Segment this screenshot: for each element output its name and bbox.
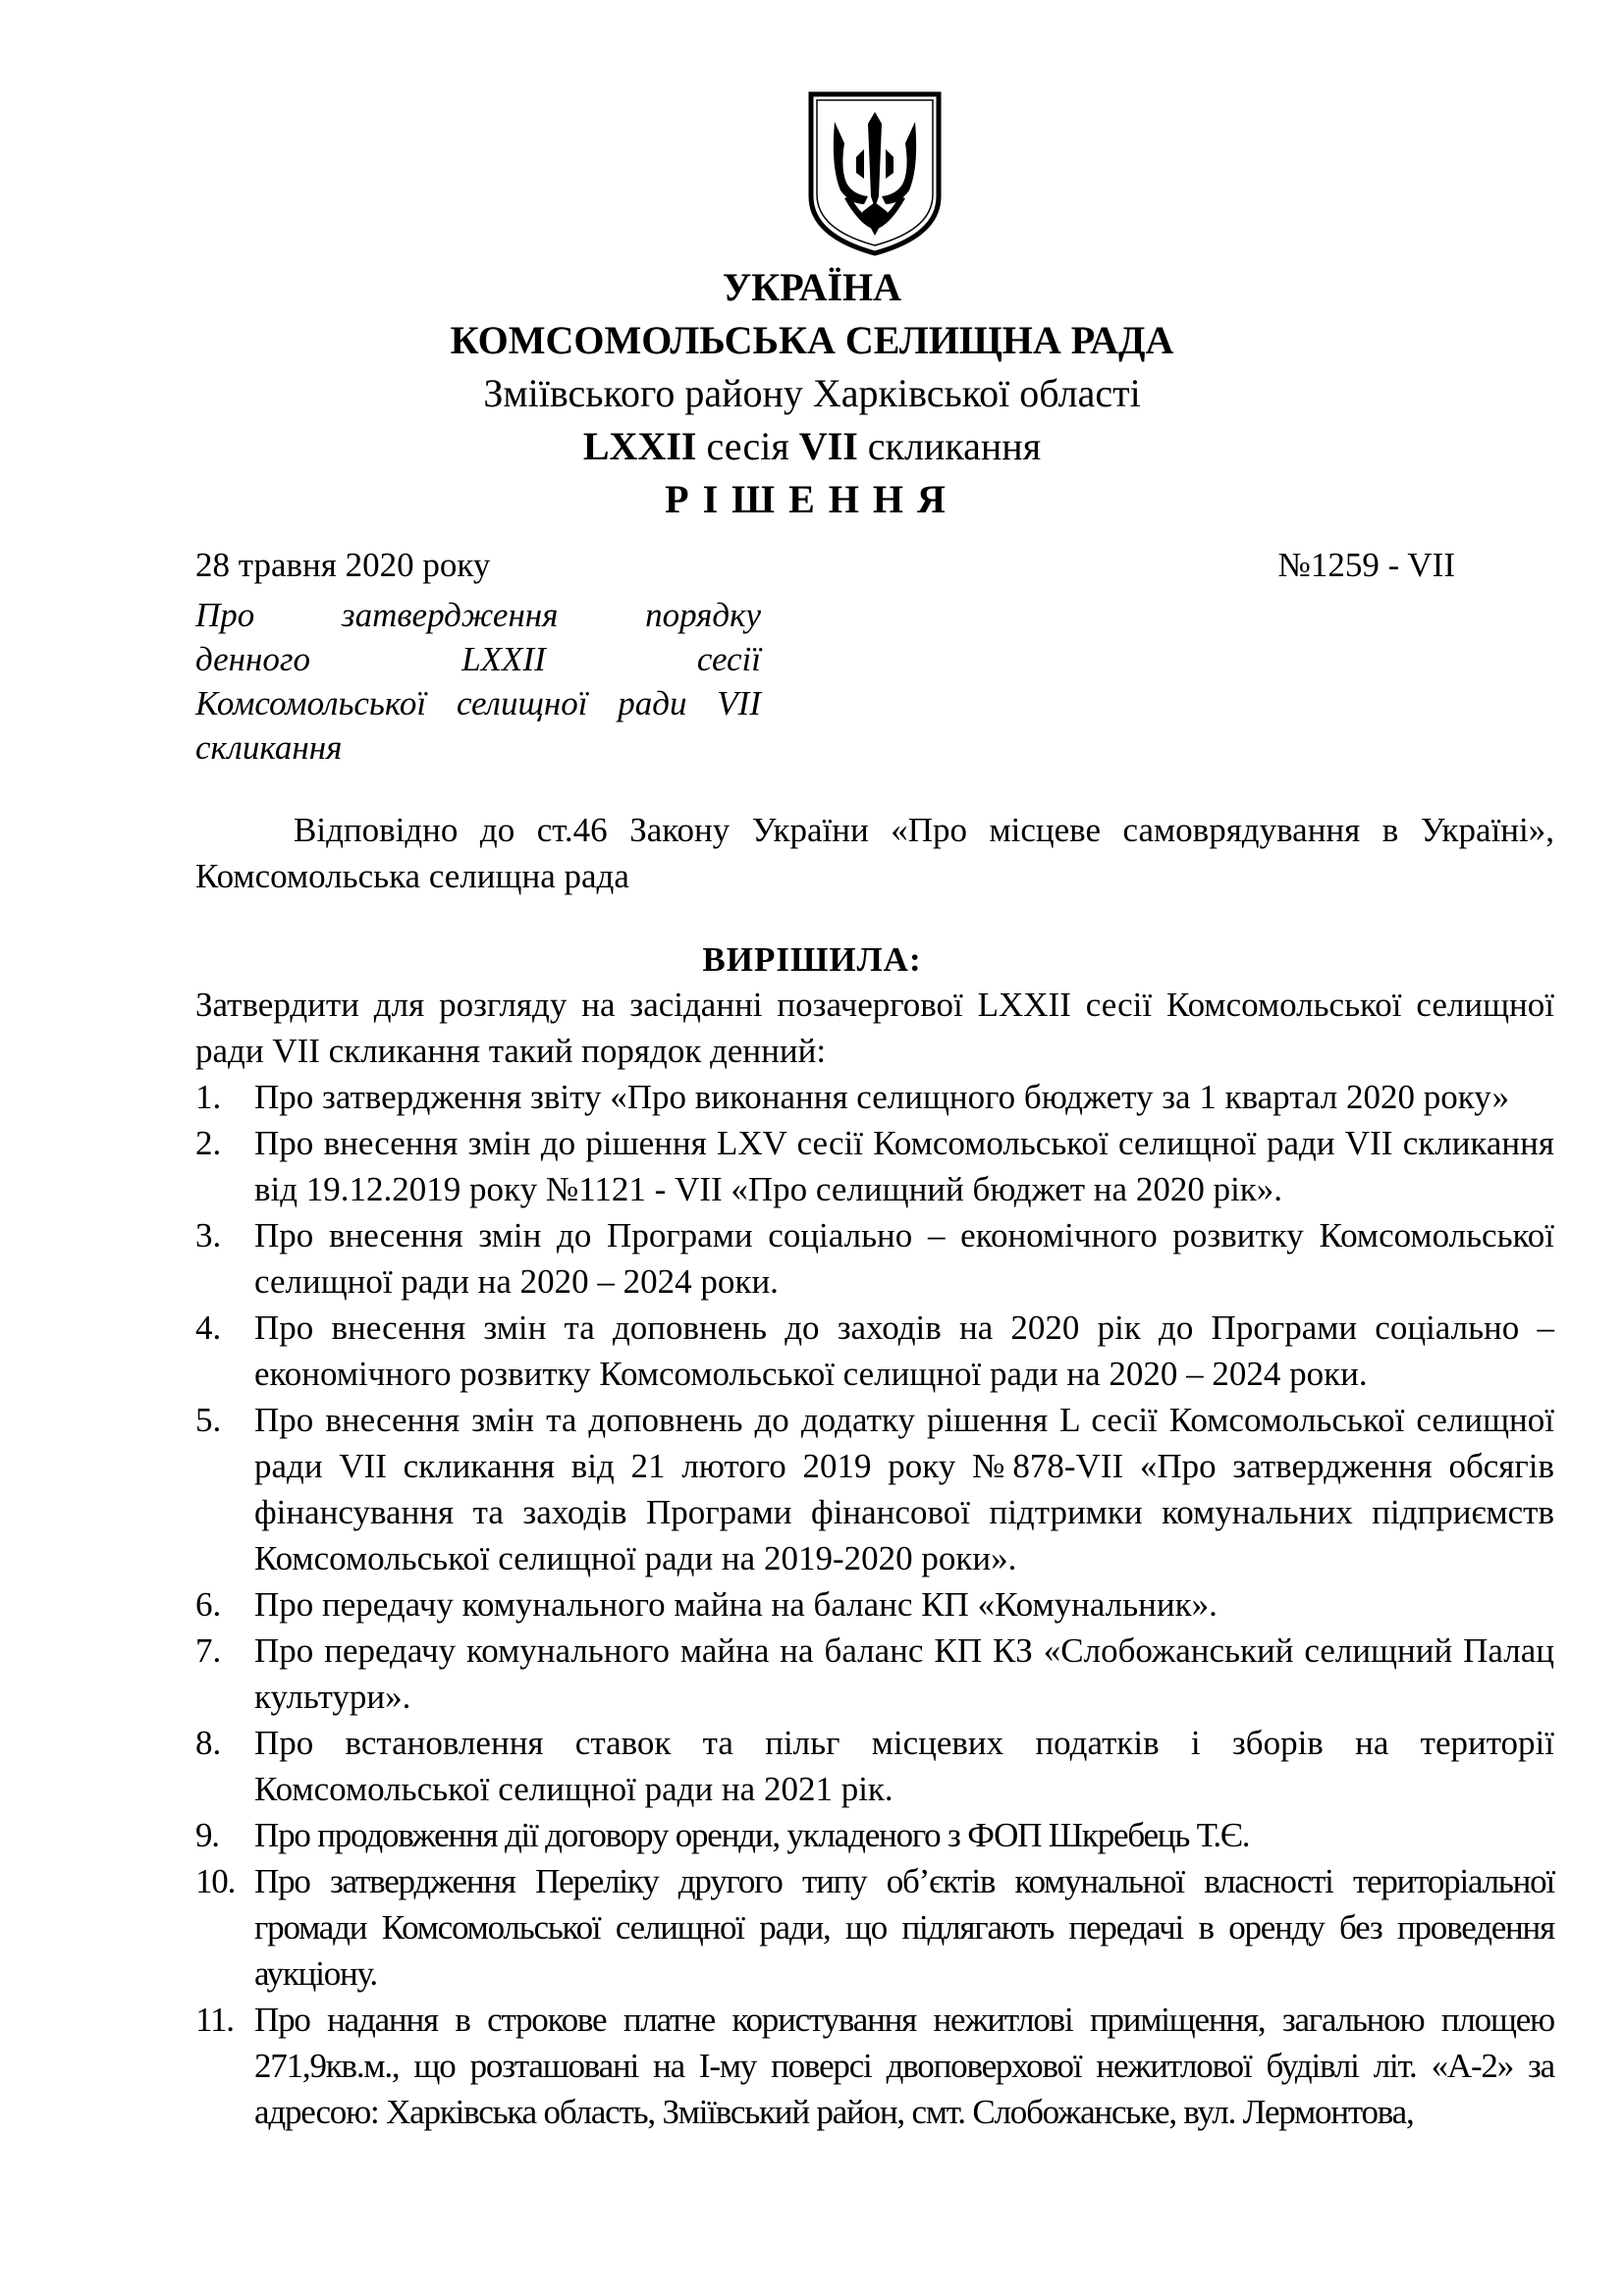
agenda-item — [195, 1628, 1554, 1720]
agenda-item-number: 3. — [195, 1216, 222, 1255]
agenda-item-text: Про продовження дії договору оренди, укладеного з ФОП Шкребець Т.Є. — [254, 1816, 1250, 1854]
agenda-item-text: Про передачу комунального майна на баланс КП КЗ «Слобожанський селищний Палац культури». — [254, 1631, 1554, 1716]
agenda-item-number: 5. — [195, 1401, 222, 1439]
resolved-heading: ВИРІШИЛА: — [702, 940, 922, 979]
agenda-item — [195, 1997, 1554, 2135]
agenda-item-text: Про надання в строкове платне користування нежитлові приміщення, загальною площею 271,9кв.м., що розташовані на I-му поверсі двоповерхової нежитлової будівлі літ. «А-2» за адресою: Харківська область, Зміївський район, смт. Слобожанське, вул. Лермонтова, — [254, 2001, 1554, 2131]
subject-line: скликання — [195, 728, 343, 767]
agenda-item-text: Про внесення змін до рішення LXV сесії Комсомольської селищної ради VII скликання від 19.12.2019 року №1121 - VII «Про селищний бюджет на 2020 рік». — [254, 1124, 1554, 1208]
agenda-item-number: 11. — [195, 2001, 234, 2039]
country-title: УКРАЇНА — [722, 265, 902, 309]
agenda-list — [195, 1074, 1554, 2135]
agenda-item-text: Про внесення змін до Програми соціально – економічного розвитку Комсомольської селищної ради на 2020 – 2024 роки. — [254, 1216, 1554, 1301]
agenda-item — [195, 1858, 1554, 1997]
agenda-item-number: 4. — [195, 1308, 222, 1347]
session-line — [0, 420, 1624, 473]
session-number: LXXII — [582, 424, 697, 468]
convocation-number: VII — [798, 424, 858, 468]
agenda-item — [195, 1581, 1554, 1628]
agenda-item-number: 2. — [195, 1124, 222, 1162]
decision-subject — [195, 593, 761, 770]
agenda-item-number: 7. — [195, 1631, 222, 1670]
agenda-item-number: 1. — [195, 1078, 222, 1116]
agenda-item-text: Про внесення змін та доповнень до додатку рішення L сесії Комсомольської селищної ради VII скликання від 21 лютого 2019 року №878-VII «Про затвердження обсягів фінансування та заходів Програми фінансової підтримки комунальних підприємств Комсомольської селищної ради на 2019-2020 роки». — [254, 1401, 1554, 1577]
agenda-item — [195, 1120, 1554, 1212]
agenda-item — [195, 1397, 1554, 1581]
decision-title: РІШЕННЯ — [665, 477, 959, 521]
preamble-text: Відповідно до ст.46 Закону України «Про місцеве самоврядування в Україні», Комсомольська селищна рада — [195, 811, 1554, 895]
agenda-item-text: Про затвердження Переліку другого типу об’єктів комунальної власності територіальної громади Комсомольської селищної ради, що підлягають передачі в оренду без проведення аукціону. — [254, 1862, 1554, 1993]
agenda-item-number: 9. — [195, 1816, 219, 1854]
decision-number: №1259 - VII — [1277, 546, 1455, 584]
agenda-item — [195, 1305, 1554, 1397]
agenda-item-text: Про передачу комунального майна на баланс КП «Комунальник». — [254, 1585, 1218, 1624]
district-subtitle: Зміївського району Харківської області — [483, 371, 1141, 415]
agenda-item — [195, 1720, 1554, 1812]
agenda-item-number: 8. — [195, 1724, 222, 1762]
council-title: КОМСОМОЛЬСЬКА СЕЛИЩНА РАДА — [450, 318, 1174, 362]
agenda-item — [195, 1812, 1554, 1858]
agenda-item — [195, 1212, 1554, 1305]
convocation-word: скликання — [867, 424, 1042, 468]
subject-line: Про затвердження порядку — [195, 596, 761, 634]
agenda-item-number: 6. — [195, 1585, 222, 1624]
agenda-item-text: Про затвердження звіту «Про виконання селищного бюджету за 1 квартал 2020 року» — [254, 1078, 1510, 1116]
session-word: сесія — [706, 424, 789, 468]
subject-line: денного LXXII сесії — [195, 640, 761, 678]
agenda-item — [195, 1074, 1554, 1120]
intro-text: Затвердити для розгляду на засіданні позачергової LXXII сесії Комсомольської селищної ради VII скликання такий порядок денний: — [195, 986, 1554, 1070]
agenda-item-text: Про внесення змін та доповнень до заходів на 2020 рік до Програми соціально – економічного розвитку Комсомольської селищної ради на 2020 – 2024 роки. — [254, 1308, 1554, 1393]
decision-date: 28 травня 2020 року — [195, 546, 491, 584]
subject-line: Комсомольської селищної ради VII — [195, 684, 761, 722]
coat-of-arms-icon — [805, 88, 945, 257]
agenda-item-number: 10. — [195, 1862, 236, 1900]
agenda-item-text: Про встановлення ставок та пільг місцевих податків і зборів на території Комсомольської селищної ради на 2021 рік. — [254, 1724, 1554, 1808]
